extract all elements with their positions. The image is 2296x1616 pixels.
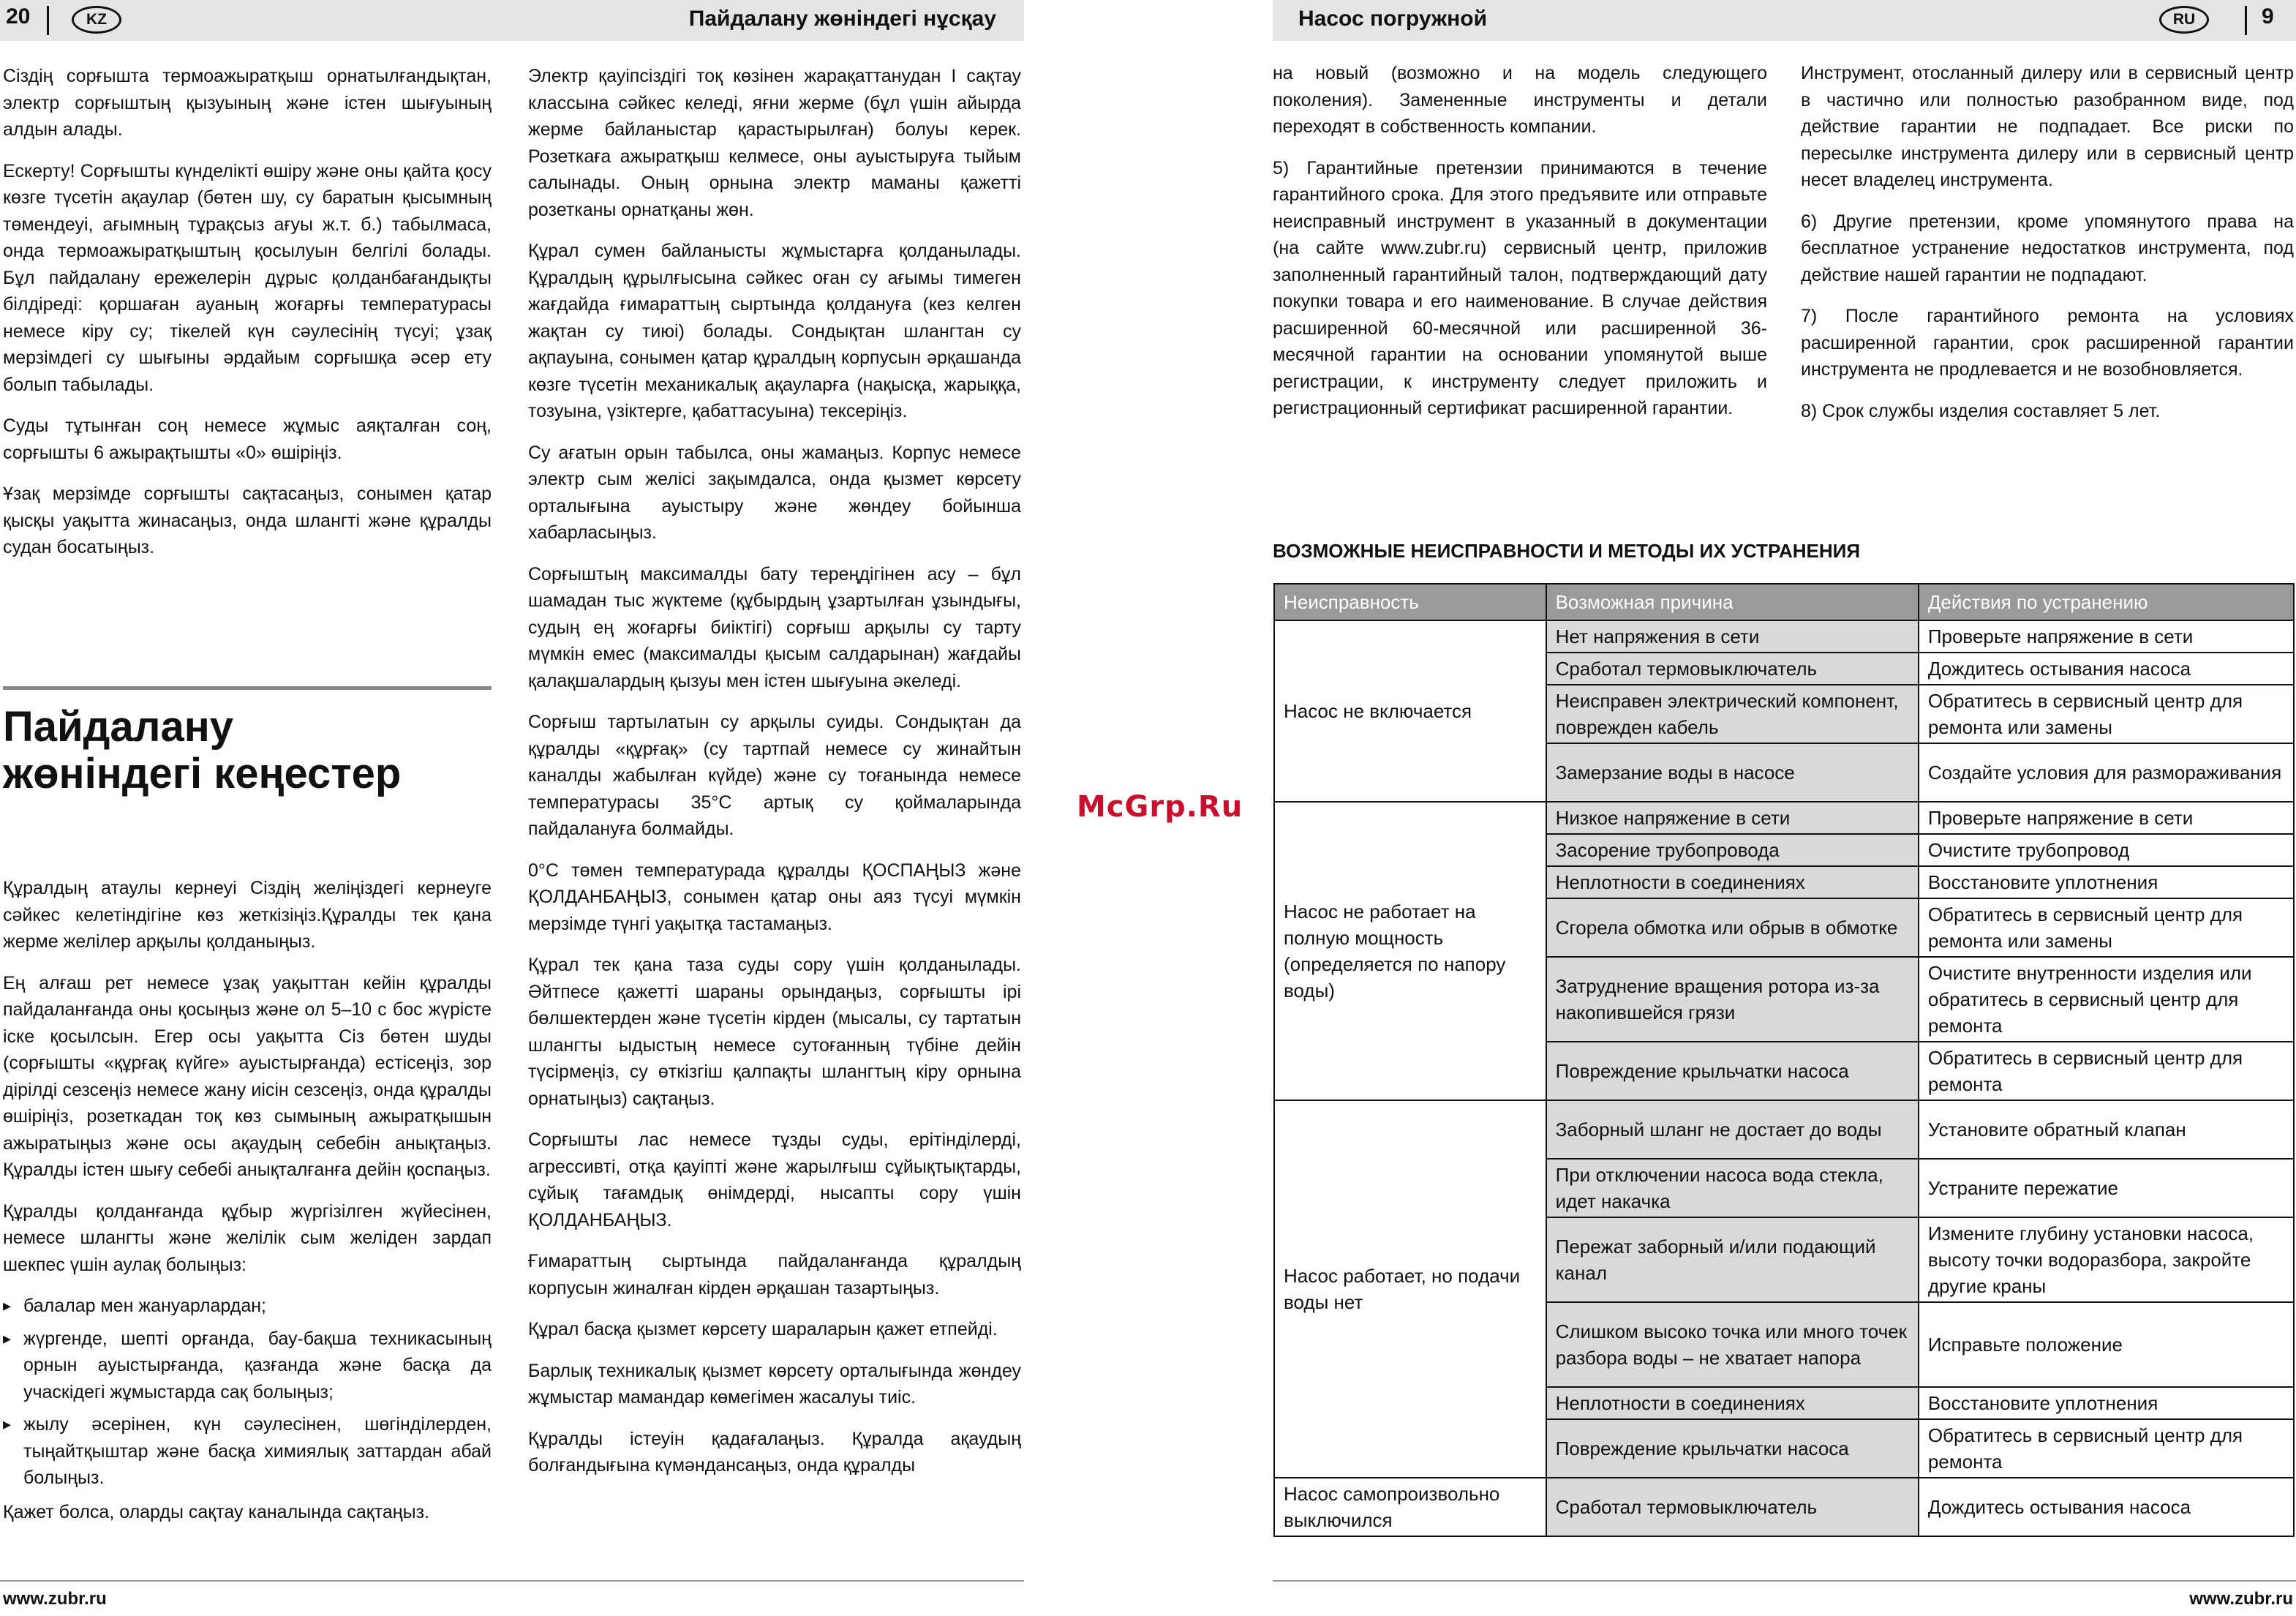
list-item-text: жүргенде, шепті орғанда, бау-бақша техникасының орнын ауыстырғанда, қазғанда және басқа да учаскідегі жұмыстарда сақ болыңыз; (23, 1328, 492, 1402)
paragraph: Сорғышты лас немесе тұзды суды, ерітінділерді, агрессивті, отқа қауіпті және жарылғыш сұйықтықтарды, сұйық тағамдық өнімдерді, нысапты сору үшін ҚОЛДАНБАҢЫЗ. (528, 1130, 1021, 1230)
triangle-bullet-icon: ▸ (3, 1415, 12, 1433)
cause-cell: Сгорела обмотка или обрыв в обмотке (1546, 898, 1919, 957)
action-cell: Устраните пережатие (1919, 1159, 2294, 1217)
paragraph: Электр қауіпсіздігі тоқ көзінен жарақаттанудан І сақтау классына сәйкес келеді, яғни жерме (бұл үшін айырда жерме байланыстар қарастырылған) болуы керек. Розеткаға ажыратқыш келмесе, оны ауыстыруға тыйым салынады. Оның орнына электр маманы қажетті розетканы орнатқаны жөн. (528, 66, 1021, 220)
action-cell: Обратитесь в сервисный центр для ремонта (1919, 1042, 2294, 1100)
list-item-text: жылу әсерінен, күн сәулесінен, шөгінділерден, тыңайтқыштар және басқа химиялық заттардан абай болыңыз. (23, 1414, 492, 1488)
cause-cell: Повреждение крыльчатки насоса (1546, 1042, 1919, 1100)
left-header-bar (0, 0, 1024, 41)
cause-cell: Повреждение крыльчатки насоса (1546, 1419, 1919, 1478)
section-title (3, 704, 401, 797)
table-header-row (1274, 584, 2294, 620)
paragraph: 8) Срок службы изделия составляет 5 лет. (1801, 400, 2161, 421)
section-title-line: жөніндегі кеңестер (3, 750, 402, 797)
list-item-text: балалар мен жануарлардан; (23, 1296, 266, 1316)
paragraph: Ескерту! Сорғышты күнделікті өшіру және оны қайта қосу көзге түсетін ақаулар (бөтен шу, су баратын қысымның төмендеуі, ағымның тұрақсыз ағуы ж.т. б.) табылмаса, онда термоажыратқыштың қосылуын белгілі болады. Бұл пайдалану ережелерін дұрыс қолданбағандықты білдіреді: қоршаған ауаның жоғарғы температурасы немесе кіру су; тікелей күн сәулесінің түсуі; ұзақ мерзімдегі су шығыны әрдайым сорғышқа әсер ету болып табылады. (3, 160, 492, 395)
table-row (1274, 1478, 2294, 1536)
right-page (1273, 0, 2296, 1616)
fault-cell: Насос не работает на полную мощность (определяется по напору воды) (1274, 802, 1546, 1100)
left-col1-bottom (3, 875, 492, 1540)
left-lang-badge: KZ (72, 6, 121, 34)
cause-cell: При отключении насоса вода стекла, идет накачка (1546, 1159, 1919, 1217)
right-page-divider (2245, 6, 2247, 35)
cause-cell: Низкое напряжение в сети (1546, 802, 1919, 834)
action-cell: Исправьте положение (1919, 1302, 2294, 1387)
cause-cell: Сработал термовыключатель (1546, 1478, 1919, 1536)
cause-cell: Неплотности в соединениях (1546, 1387, 1919, 1419)
left-col1-top (3, 63, 492, 576)
action-cell: Обратитесь в сервисный центр для ремонта (1919, 1419, 2294, 1478)
cause-cell: Сработал термовыключатель (1546, 653, 1919, 685)
right-col1 (1273, 60, 1767, 437)
table-row (1274, 1100, 2294, 1159)
list-item (3, 1411, 492, 1492)
table-title: ВОЗМОЖНЫЕ НЕИСПРАВНОСТИ И МЕТОДЫ ИХ УСТРАНЕНИЯ (1273, 540, 1861, 562)
fault-cell: Насос работает, но подачи воды нет (1274, 1100, 1546, 1478)
column-header: Неисправность (1274, 584, 1546, 620)
cause-cell: Замерзание воды в насосе (1546, 743, 1919, 802)
action-cell: Восстановите уплотнения (1919, 1387, 2294, 1419)
left-header-title: Пайдалану жөніндегі нұсқау (688, 7, 996, 31)
action-cell: Установите обратный клапан (1919, 1100, 2294, 1159)
paragraph: Барлық техникалық қызмет көрсету орталығында жөндеу жұмыстар мамандар көмегімен жасалуы тиіс. (528, 1360, 1021, 1408)
action-cell: Восстановите уплотнения (1919, 866, 2294, 898)
left-footer-link[interactable]: www.zubr.ru (3, 1589, 107, 1609)
action-cell: Дождитесь остывания насоса (1919, 1478, 2294, 1536)
right-col2 (1801, 60, 2294, 439)
cause-cell: Затруднение вращения ротора из-за накопившейся грязи (1546, 957, 1919, 1042)
section-title-line: Пайдалану (3, 703, 234, 751)
action-cell: Очистите внутренности изделия или обратитесь в сервисный центр для ремонта (1919, 957, 2294, 1042)
left-page-divider (47, 6, 49, 35)
paragraph: Құрал басқа қызмет көрсету шараларын қажет етпейді. (528, 1319, 998, 1339)
paragraph: Ең алғаш рет немесе ұзақ уақыттан кейін құралды пайдаланғанда оны қосыңыз және ол 5–10 с бос жүрісте іске қосылсын. Егер осы уақытта Сіз бөтен шуды (сорғышты «құрғақ күйге» ауыстырғанда) естісеңіз, зор дірілді сезсеңіз немесе жану иісін сезсеңіз, онда құралды өшіріңіз, розеткадан тоқ көз сымының ажыратқышын ажыратыңыз және осы ақаудың себебін анықтаңыз. Құралды істен шығу себебі анықталғанға дейін қоспаңыз. (3, 972, 492, 1180)
action-cell: Измените глубину установки насоса, высоту точки водоразбора, закройте другие краны (1919, 1217, 2294, 1302)
paragraph: Құралды қолданғанда құбыр жүргізілген жүйесінен, немесе шлангты және желілік сым желіден зардап шекпес үшін аулақ болыңыз: (3, 1200, 492, 1275)
right-header-bar (1273, 0, 2296, 41)
list-item (3, 1326, 492, 1406)
cause-cell: Слишком высоко точка или много точек разбора воды – не хватает напора (1546, 1302, 1919, 1387)
table-row (1274, 802, 2294, 834)
watermark: McGrp.Ru (1077, 790, 1243, 824)
cause-cell: Неплотности в соединениях (1546, 866, 1919, 898)
paragraph: Су ағатын орын табылса, оны жамаңыз. Корпус немесе электр сым желісі зақымдалса, онда қызмет көрсету орталығына ауыстыру және жөндеу бойынша хабарласыңыз. (528, 442, 1021, 543)
cause-cell: Пережат заборный и/или подающий канал (1546, 1217, 1919, 1302)
column-header: Действия по устранению (1919, 584, 2294, 620)
table-row (1274, 620, 2294, 653)
left-page (0, 0, 1024, 1616)
right-footer-link[interactable]: www.zubr.ru (2189, 1589, 2293, 1609)
paragraph: Қажет болса, оларды сақтау каналында сақтаңыз. (3, 1501, 429, 1522)
paragraph: Ғимараттың сыртында пайдаланғанда құралдың корпусын жиналған кірден әрқашан тазартыңыз. (528, 1251, 1021, 1299)
action-cell: Создайте условия для размораживания (1919, 743, 2294, 802)
paragraph: Сорғыш тартылатын су арқылы суиды. Сондықтан да құралды «құрғақ» (су тартпай немесе су жинайтын каналды жабылған күйде) және су тоғанында немесе температурасы 35°С артық су қоймаларында пайдалануға болмайды. (528, 712, 1021, 839)
paragraph: 6) Другие претензии, кроме упомянутого права на бесплатное устранение недостатков инструмента, под действие нашей гарантии не подпадают. (1801, 211, 2294, 285)
paragraph: Суды тұтынған соң немесе жұмыс аяқталған соң, сорғышты 6 ажырақтышты «0» өшіріңіз. (3, 416, 492, 463)
right-page-number: 9 (2262, 4, 2274, 29)
action-cell: Проверьте напряжение в сети (1919, 620, 2294, 653)
right-footer-rule (1273, 1580, 2296, 1582)
paragraph: на новый (возможно и на модель следующего поколения). Замененные инструменты и детали переходят в собственность компании. (1273, 63, 1767, 137)
paragraph: 7) После гарантийного ремонта на условиях расширенной гарантии, срок расширенной гарантии инструмента не продлевается и не возобновляется. (1801, 306, 2294, 380)
cause-cell: Заборный шланг не достает до воды (1546, 1100, 1919, 1159)
paragraph: 5) Гарантийные претензии принимаются в течение гарантийного срока. Для этого предъявите или отправьте неисправный инструмент в указанный в документации (на сайте www.zubr.ru) сервисный центр, приложив заполненный гарантийный талон, подтверждающий дату покупки товара и его наименование. В случае действия расширенной 60-месячной или расширенной 36-месячной гарантии на основании упомянутой выше регистрации, к инструменту следует приложить и регистрационный сертификат расширенной гарантии. (1273, 157, 1767, 418)
cause-cell: Нет напряжения в сети (1546, 620, 1919, 653)
left-footer-rule (0, 1580, 1024, 1582)
right-header-title: Насос погружной (1298, 7, 1488, 31)
list-item (3, 1293, 492, 1320)
triangle-bullet-icon: ▸ (3, 1296, 12, 1315)
troubleshooting-table (1273, 583, 2295, 1537)
paragraph: 0°С төмен температурада құралды ҚОСПАҢЫЗ және ҚОЛДАНБАҢЫЗ, сонымен қатар оны аяз түсуі мүмкін мерзімде түнгі уақытқа тастамаңыз. (528, 860, 1021, 934)
paragraph: Құрал тек қана таза суды сору үшін қолданылады. Әйтпесе қажетті шараны орындаңыз, сорғышты ірі бөлшектерден және түсетін кірден (мысалы, су тартатын шлангты ыдыстың немесе сутоғанның түбіне дейін түсірмеңіз, су өткізгіш қалпақты шлангтың кіру орнына орнатыңыз) сақтаңыз. (528, 955, 1021, 1109)
action-cell: Дождитесь остывания насоса (1919, 653, 2294, 685)
paragraph: Құралдың атаулы кернеуі Сіздің желіңіздегі кернеуге сәйкес келетіндігіне көз жеткізіңіз.Құралды тек қана жерме желiлер арқылы қолданыңыз. (3, 878, 492, 952)
paragraph: Инструмент, отосланный дилеру или в сервисный центр в частично или полностью разобранном виде, под действие гарантии не подпадает. Все риски по пересылке инструмента дилеру или в сервисный центр несет владелец инструмента. (1801, 63, 2294, 190)
left-page-number: 20 (6, 4, 31, 29)
triangle-bullet-icon: ▸ (3, 1328, 12, 1348)
paragraph: Құрал сумен байланысты жұмыстарға қолданылады. Құралдың құрылғысына сәйкес оған су ағымы тимеген жағдайда ғимараттың сыртында қолдануға (кез келген жақтан су тиюі) болады. Сондықтан шлангтан су ақпауына, сонымен қатар құралдың корпусын әрқашанда көзге түсетін механикалық ақауларға (нақысқа, жарыққа, тозуына, үзіктерге, қабаттасуына) тексеріңіз. (528, 241, 1021, 421)
action-cell: Обратитесь в сервисный центр для ремонта или замены (1919, 685, 2294, 743)
paragraph: Құралды істеуін қадағалаңыз. Құралда ақаудың болғандығына күмәндансаңыз, онда құралды (528, 1428, 1021, 1476)
cause-cell: Засорение трубопровода (1546, 834, 1919, 866)
right-lang-badge: RU (2159, 6, 2209, 34)
paragraph: Сорғыштың максималды бату тереңдігінен асу – бұл шамадан тыс жүктеме (құбырдың ұзартылған ұзындығы, судың ең жоғарғы биіктігі) сорғыш арқылы су тарту мүмкін емес (максималды қысым салдарынан) жағдайы қалақшалардың қызуы мен істен шығуына әкеледі. (528, 563, 1021, 691)
paragraph: Ұзақ мерзімде сорғышты сақтасаңыз, сонымен қатар қысқы уақытта жинасаңыз, онда шлангті және құралды судан босатыңыз. (3, 484, 492, 557)
fault-cell: Насос самопроизвольно выключился (1274, 1478, 1546, 1536)
section-divider (3, 686, 492, 690)
action-cell: Проверьте напряжение в сети (1919, 802, 2294, 834)
action-cell: Очистите трубопровод (1919, 834, 2294, 866)
bullet-list (3, 1293, 492, 1492)
action-cell: Обратитесь в сервисный центр для ремонта или замены (1919, 898, 2294, 957)
column-header: Возможная причина (1546, 584, 1919, 620)
left-col2 (528, 63, 1021, 1494)
paragraph: Сіздің сорғышта термоажыратқыш орнатылғандықтан, электр сорғыштың қызуының және істен шығуының алдын алады. (3, 66, 492, 140)
cause-cell: Неисправен электрический компонент, поврежден кабель (1546, 685, 1919, 743)
fault-cell: Насос не включается (1274, 620, 1546, 802)
